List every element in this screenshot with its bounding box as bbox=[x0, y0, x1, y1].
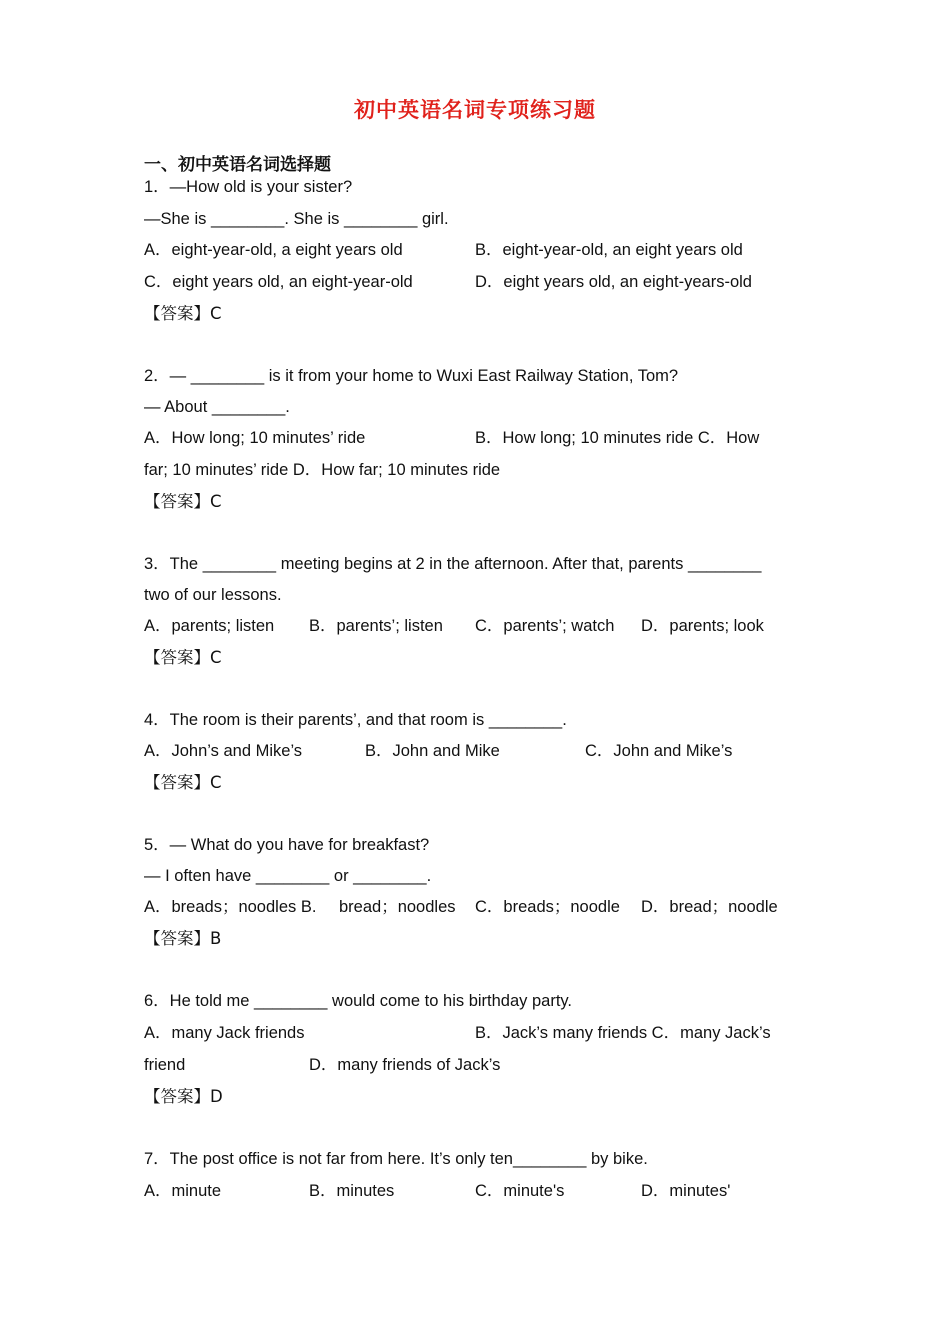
option-b: B．John and Mike bbox=[365, 742, 500, 760]
question-1-answer: 【答案】C bbox=[144, 304, 222, 323]
question-3-stem-line2: two of our lessons. bbox=[144, 586, 282, 604]
question-2-options-row2: far; 10 minutes’ ride D．How far; 10 minutes ride bbox=[144, 461, 501, 479]
option-d: D．parents; look bbox=[641, 617, 764, 635]
question-4-stem: 4．The room is their parents’, and that room is ________. bbox=[144, 711, 567, 729]
question-3-stem: 3．The ________ meeting begins at 2 in the afternoon. After that, parents ________ bbox=[144, 555, 762, 573]
question-3-options bbox=[144, 615, 844, 637]
question-5-stem-line2: — I often have ________ or ________. bbox=[144, 867, 432, 885]
option-c: C．John and Mike’s bbox=[585, 742, 733, 760]
option-d: D．eight years old, an eight-years-old bbox=[475, 273, 752, 291]
option-a: A．many Jack friends bbox=[144, 1024, 305, 1042]
question-1-stem-line2: —She is ________. She is ________ girl. bbox=[144, 210, 449, 228]
question-6-options-row2 bbox=[144, 1054, 844, 1076]
question-7-options bbox=[144, 1180, 844, 1202]
question-6-options-row1 bbox=[144, 1022, 844, 1044]
option-b-c: B．How long; 10 minutes ride C．How bbox=[475, 429, 760, 447]
question-6-answer: 【答案】D bbox=[144, 1087, 223, 1106]
question-1-options-row2 bbox=[144, 271, 844, 293]
option-a: A．eight-year-old, a eight years old bbox=[144, 241, 403, 259]
section-heading: 一、初中英语名词选择题 bbox=[144, 155, 331, 175]
question-1-stem: 1．—How old is your sister? bbox=[144, 178, 353, 196]
question-7-stem: 7．The post office is not far from here. It’s only ten________ by bike. bbox=[144, 1150, 648, 1168]
question-5-answer: 【答案】B bbox=[144, 929, 222, 948]
option-c-cont: friend bbox=[144, 1056, 186, 1074]
question-3-answer: 【答案】C bbox=[144, 648, 222, 667]
question-2-options-row1 bbox=[144, 427, 844, 449]
option-a: A．minute bbox=[144, 1182, 222, 1200]
option-d: D．many friends of Jack’s bbox=[309, 1056, 501, 1074]
question-2-stem-line2: — About ________. bbox=[144, 398, 290, 416]
question-2-stem: 2．— ________ is it from your home to Wuxi East Railway Station, Tom? bbox=[144, 367, 679, 385]
option-b: B．eight-year-old, an eight years old bbox=[475, 241, 743, 259]
option-b-c: B．Jack’s many friends C．many Jack’s bbox=[475, 1024, 771, 1042]
option-a: A．John’s and Mike’s bbox=[144, 742, 303, 760]
option-c: C．eight years old, an eight-year-old bbox=[144, 273, 413, 291]
question-4-answer: 【答案】C bbox=[144, 773, 222, 792]
question-2-answer: 【答案】C bbox=[144, 492, 222, 511]
question-4-options bbox=[144, 740, 844, 762]
option-c: C．parents’; watch bbox=[475, 617, 615, 635]
question-1-options-row1 bbox=[144, 239, 844, 261]
option-c: C．minute's bbox=[475, 1182, 565, 1200]
option-a: A．breads；noodles B. bbox=[144, 898, 317, 916]
option-a: A．parents; listen bbox=[144, 617, 275, 635]
question-5-stem: 5．— What do you have for breakfast? bbox=[144, 836, 430, 854]
page-title: 初中英语名词专项练习题 bbox=[354, 97, 596, 122]
option-d: D．bread；noodle bbox=[641, 898, 778, 916]
option-b: B．minutes bbox=[309, 1182, 395, 1200]
option-d: D．minutes' bbox=[641, 1182, 731, 1200]
option-b: B．parents’; listen bbox=[309, 617, 443, 635]
question-5-options bbox=[144, 896, 844, 918]
option-a: A．How long; 10 minutes’ ride bbox=[144, 429, 366, 447]
option-b: bread；noodles bbox=[339, 898, 456, 916]
question-6-stem: 6．He told me ________ would come to his birthday party. bbox=[144, 992, 573, 1010]
option-c: C．breads；noodle bbox=[475, 898, 620, 916]
